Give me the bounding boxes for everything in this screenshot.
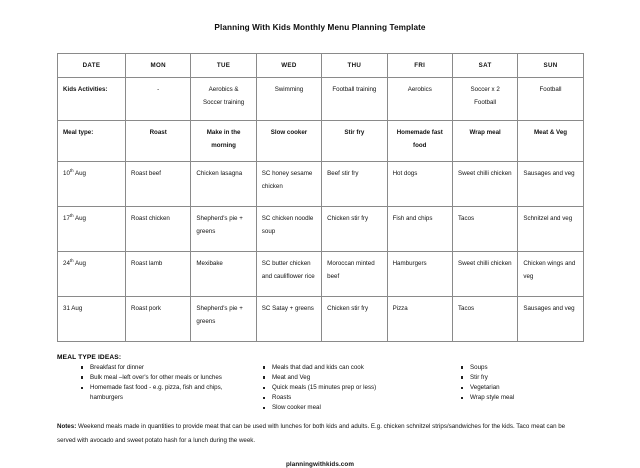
table-row [58, 297, 584, 342]
list-item: Stir fry [459, 373, 583, 383]
kids-activity-sun: Football [518, 78, 583, 121]
week-date-cell: 17th Aug [58, 207, 126, 252]
column-header-sun: SUN [518, 54, 583, 78]
column-header-mon: MON [126, 54, 191, 78]
meal-cell-mon: Roast beef [126, 162, 191, 207]
meal-cell-sat: Sweet chilli chicken [452, 252, 517, 297]
table-row [58, 207, 584, 252]
list-item: Quick meals (15 minutes prep or less) [261, 383, 449, 393]
meal-cell-wed: SC Satay + greens [256, 297, 321, 342]
notes-text: Weekend meals made in quantities to provide meat that can be used with lunches for both kids and adults. E.g. chicken schnitzel strips/sandwiches for the kids. Taco meat can be served with avocado and sweet potato hash for a lunch during the week. [57, 423, 566, 444]
table-header-row [58, 54, 584, 78]
column-header-thu: THU [322, 54, 387, 78]
meal-cell-mon: Roast lamb [126, 252, 191, 297]
column-header-tue: TUE [191, 54, 256, 78]
list-item: Vegetarian [459, 383, 583, 393]
meal-cell-sat: Sweet chilli chicken [452, 162, 517, 207]
meal-type-thu: Stir fry [322, 121, 387, 162]
meal-type-wed: Slow cooker [256, 121, 321, 162]
meal-cell-wed: SC honey sesame chicken [256, 162, 321, 207]
ideas-column-2 [253, 363, 449, 413]
list-item: Wrap style meal [459, 393, 583, 403]
footer-website: planningwithkids.com [285, 461, 355, 468]
list-item: Roasts [261, 393, 449, 403]
ideas-column-3 [449, 363, 583, 403]
meal-type-tue: Make in the morning [191, 121, 256, 162]
kids-activities-label: Kids Activities: [58, 78, 126, 121]
menu-planner-table-container [57, 32, 583, 342]
meal-type-label: Meal type: [58, 121, 126, 162]
list-item: Soups [459, 363, 583, 373]
ideas-list-3 [459, 363, 583, 403]
menu-planner-table [57, 53, 584, 342]
meal-cell-mon: Roast pork [126, 297, 191, 342]
week-date-cell: 24th Aug [58, 252, 126, 297]
meal-cell-fri: Fish and chips [387, 207, 452, 252]
meal-cell-wed: SC butter chicken and cauliflower rice [256, 252, 321, 297]
meal-type-sat: Wrap meal [452, 121, 517, 162]
ideas-list-2 [261, 363, 449, 413]
date-ordinal-suffix: th [69, 212, 74, 218]
ideas-list-1 [79, 363, 253, 402]
kids-activity-sat: Soccer x 2 Football [452, 78, 517, 121]
meal-cell-sun: Chicken wings and veg [518, 252, 583, 297]
notes-label: Notes: [57, 423, 77, 431]
column-header-fri: FRI [387, 54, 452, 78]
meal-cell-fri: Hot dogs [387, 162, 452, 207]
notes-section [57, 413, 583, 447]
list-item: Bulk meal –left over's for other meals or lunches [79, 373, 253, 383]
meal-cell-thu: Chicken stir fry [322, 297, 387, 342]
meal-cell-tue: Mexibake [191, 252, 256, 297]
meal-cell-sat: Tacos [452, 297, 517, 342]
meal-type-ideas-title: MEAL TYPE IDEAS: [57, 354, 122, 361]
list-item: Meals that dad and kids can cook [261, 363, 449, 373]
column-header-sat: SAT [452, 54, 517, 78]
meal-cell-mon: Roast chicken [126, 207, 191, 252]
meal-cell-wed: SC chicken noodle soup [256, 207, 321, 252]
meal-cell-sun: Sausages and veg [518, 297, 583, 342]
meal-type-fri: Homemade fast food [387, 121, 452, 162]
date-ordinal-suffix: th [69, 167, 74, 173]
meal-cell-sat: Tacos [452, 207, 517, 252]
list-item: Breakfast for dinner [79, 363, 253, 373]
meal-cell-thu: Moroccan minted beef [322, 252, 387, 297]
table-row [58, 162, 584, 207]
kids-activity-fri: Aerobics [387, 78, 452, 121]
meal-cell-tue: Shepherd's pie + greens [191, 297, 256, 342]
meal-type-ideas-columns [57, 363, 583, 413]
kids-activity-wed: Swimming [256, 78, 321, 121]
table-row [58, 252, 584, 297]
meal-cell-thu: Beef stir fry [322, 162, 387, 207]
meal-type-sun: Meat & Veg [518, 121, 583, 162]
meal-cell-tue: Chicken lasagna [191, 162, 256, 207]
meal-cell-thu: Chicken stir fry [322, 207, 387, 252]
list-item: Homemade fast food - e.g. pizza, fish and chips, hamburgers [79, 383, 253, 402]
date-ordinal-suffix: th [69, 257, 74, 263]
menu-planner-table-body [58, 54, 584, 342]
meal-cell-sun: Schnitzel and veg [518, 207, 583, 252]
ideas-column-1 [57, 363, 253, 403]
page-title: Planning With Kids Monthly Menu Planning Template [214, 23, 426, 32]
meal-cell-fri: Pizza [387, 297, 452, 342]
kids-activity-mon: - [126, 78, 191, 121]
meal-cell-tue: Shepherd's pie + greens [191, 207, 256, 252]
week-date-cell: 10th Aug [58, 162, 126, 207]
meal-type-mon: Roast [126, 121, 191, 162]
list-item: Slow cooker meal [261, 403, 449, 413]
kids-activity-tue: Aerobics & Soccer training [191, 78, 256, 121]
meal-cell-sun: Sausages and veg [518, 162, 583, 207]
kids-activity-thu: Football training [322, 78, 387, 121]
week-date-cell: 31 Aug [58, 297, 126, 342]
column-header-date: DATE [58, 54, 126, 78]
meal-type-row [58, 121, 584, 162]
meal-type-ideas-section [57, 342, 583, 413]
kids-activities-row [58, 78, 584, 121]
meal-cell-fri: Hamburgers [387, 252, 452, 297]
list-item: Meat and Veg [261, 373, 449, 383]
column-header-wed: WED [256, 54, 321, 78]
